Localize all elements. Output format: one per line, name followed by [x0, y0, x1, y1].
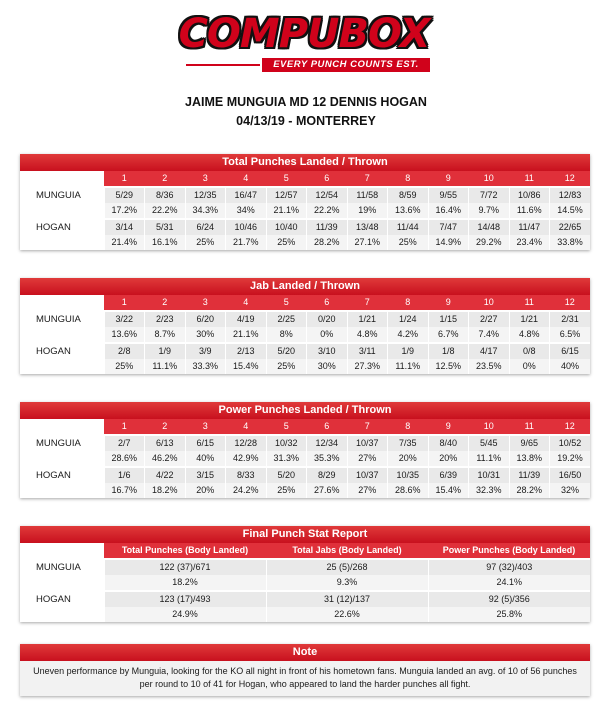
- fighter-name: HOGAN: [20, 467, 104, 483]
- pct-cell: 27.1%: [347, 235, 388, 250]
- section-title: Power Punches Landed / Thrown: [20, 402, 590, 419]
- fight-date-location: 04/13/19 - MONTERREY: [236, 114, 376, 128]
- landed-thrown-cell: 10/35: [388, 467, 429, 483]
- landed-thrown-cell: 22/65: [550, 219, 591, 235]
- section-title: Final Punch Stat Report: [20, 526, 590, 543]
- landed-thrown-cell: 13/48: [347, 219, 388, 235]
- pct-cell: 11.1%: [469, 451, 510, 467]
- pct-cell: 30%: [307, 359, 348, 374]
- round-header: 4: [226, 419, 267, 435]
- round-header: 1: [104, 171, 145, 187]
- round-header: 11: [509, 419, 550, 435]
- pct-cell: 31.3%: [266, 451, 307, 467]
- round-header: 11: [509, 295, 550, 311]
- landed-thrown-cell: 2/25: [266, 311, 307, 327]
- pct-cell: 28.6%: [104, 451, 145, 467]
- landed-thrown-cell: 12/83: [550, 187, 591, 203]
- pct-cell: 25%: [185, 235, 226, 250]
- round-header: 7: [347, 171, 388, 187]
- pct-cell: 0%: [509, 359, 550, 374]
- stat-cell: 31 (12)/137: [266, 591, 428, 607]
- landed-thrown-cell: 5/20: [266, 343, 307, 359]
- stat-cell: 122 (37)/671: [104, 559, 266, 575]
- round-header: 6: [307, 419, 348, 435]
- landed-thrown-cell: 3/9: [185, 343, 226, 359]
- landed-thrown-cell: 6/24: [185, 219, 226, 235]
- pct-cell: 18.2%: [104, 575, 266, 591]
- round-header: 10: [469, 419, 510, 435]
- pct-cell: 28.2%: [509, 483, 550, 498]
- pct-cell: 6.5%: [550, 327, 591, 343]
- final-stat-section: [20, 526, 590, 622]
- pct-cell: 13.6%: [104, 327, 145, 343]
- pct-cell: 28.2%: [307, 235, 348, 250]
- pct-cell: 22.2%: [307, 203, 348, 219]
- pct-cell: 46.2%: [145, 451, 186, 467]
- pct-cell: 30%: [185, 327, 226, 343]
- landed-thrown-cell: 10/52: [550, 435, 591, 451]
- landed-thrown-cell: 11/58: [347, 187, 388, 203]
- landed-thrown-cell: 3/11: [347, 343, 388, 359]
- pct-cell: 16.1%: [145, 235, 186, 250]
- pct-cell: 32.3%: [469, 483, 510, 498]
- pct-cell: 27.6%: [307, 483, 348, 498]
- fighter-name: MUNGUIA: [20, 187, 104, 203]
- pct-cell: 24.9%: [104, 607, 266, 622]
- pct-cell: 18.2%: [145, 483, 186, 498]
- round-header: 3: [185, 419, 226, 435]
- pct-cell: 4.8%: [509, 327, 550, 343]
- landed-thrown-cell: 5/20: [266, 467, 307, 483]
- landed-thrown-cell: 1/15: [428, 311, 469, 327]
- round-header: 9: [428, 295, 469, 311]
- pct-cell: 16.7%: [104, 483, 145, 498]
- landed-thrown-cell: 12/35: [185, 187, 226, 203]
- pct-cell: 22.6%: [266, 607, 428, 622]
- pct-cell: 25%: [266, 483, 307, 498]
- pct-cell: 17.2%: [104, 203, 145, 219]
- pct-cell: 27.3%: [347, 359, 388, 374]
- pct-cell: 20%: [185, 483, 226, 498]
- pct-cell: 19.2%: [550, 451, 591, 467]
- landed-thrown-cell: 10/86: [509, 187, 550, 203]
- pct-cell: 34%: [226, 203, 267, 219]
- pct-cell: 32%: [550, 483, 591, 498]
- pct-cell: 11.1%: [145, 359, 186, 374]
- pct-cell: 15.4%: [226, 359, 267, 374]
- pct-cell: 4.2%: [388, 327, 429, 343]
- landed-thrown-cell: 8/29: [307, 467, 348, 483]
- round-header: 11: [509, 171, 550, 187]
- landed-thrown-cell: 11/39: [509, 467, 550, 483]
- pct-cell: 15.4%: [428, 483, 469, 498]
- logo-wordmark: COMPUBOX: [178, 11, 430, 57]
- pct-cell: 9.7%: [469, 203, 510, 219]
- pct-cell: 0%: [307, 327, 348, 343]
- pct-cell: 25%: [266, 235, 307, 250]
- round-header: 3: [185, 171, 226, 187]
- landed-thrown-cell: 5/31: [145, 219, 186, 235]
- section-title: Total Punches Landed / Thrown: [20, 154, 590, 171]
- landed-thrown-cell: 1/9: [388, 343, 429, 359]
- pct-cell: 27%: [347, 483, 388, 498]
- round-header: 6: [307, 295, 348, 311]
- pct-cell: 24.2%: [226, 483, 267, 498]
- landed-thrown-cell: 4/19: [226, 311, 267, 327]
- pct-cell: 21.1%: [266, 203, 307, 219]
- pct-cell: 25%: [266, 359, 307, 374]
- pct-cell: 33.8%: [550, 235, 591, 250]
- pct-cell: 11.6%: [509, 203, 550, 219]
- round-header: 4: [226, 295, 267, 311]
- round-header: 12: [550, 171, 591, 187]
- landed-thrown-cell: 6/39: [428, 467, 469, 483]
- landed-thrown-cell: 9/55: [428, 187, 469, 203]
- final-col-header: Total Jabs (Body Landed): [266, 543, 428, 559]
- pct-cell: 20%: [428, 451, 469, 467]
- landed-thrown-cell: 1/9: [145, 343, 186, 359]
- round-header: 9: [428, 171, 469, 187]
- landed-thrown-cell: 4/22: [145, 467, 186, 483]
- stat-cell: 25 (5)/268: [266, 559, 428, 575]
- round-header: 3: [185, 295, 226, 311]
- landed-thrown-cell: 10/31: [469, 467, 510, 483]
- round-header: 8: [388, 419, 429, 435]
- stat-cell: 123 (17)/493: [104, 591, 266, 607]
- total-punches-section: [20, 154, 590, 250]
- pct-cell: 40%: [550, 359, 591, 374]
- round-header: 8: [388, 295, 429, 311]
- landed-thrown-cell: 10/37: [347, 435, 388, 451]
- landed-thrown-cell: 0/20: [307, 311, 348, 327]
- round-header: 10: [469, 295, 510, 311]
- pct-cell: 25%: [388, 235, 429, 250]
- landed-thrown-cell: 14/48: [469, 219, 510, 235]
- round-header: 7: [347, 419, 388, 435]
- pct-cell: 20%: [388, 451, 429, 467]
- landed-thrown-cell: 1/8: [428, 343, 469, 359]
- landed-thrown-cell: 6/15: [185, 435, 226, 451]
- fighter-name: MUNGUIA: [20, 311, 104, 327]
- fight-title: JAIME MUNGUIA MD 12 DENNIS HOGAN: [185, 95, 427, 109]
- note-text: Uneven performance by Munguia, looking for the KO all night in front of his hometown fans. Munguia landed an avg. of 10 of 56 punches per round to 10 of 41 for Hogan, who appeared to land the harder punches all fight.: [20, 661, 590, 696]
- round-header: 6: [307, 171, 348, 187]
- landed-thrown-cell: 8/59: [388, 187, 429, 203]
- landed-thrown-cell: 9/65: [509, 435, 550, 451]
- landed-thrown-cell: 8/36: [145, 187, 186, 203]
- landed-thrown-cell: 3/10: [307, 343, 348, 359]
- landed-thrown-cell: 8/33: [226, 467, 267, 483]
- landed-thrown-cell: 10/40: [266, 219, 307, 235]
- landed-thrown-cell: 12/54: [307, 187, 348, 203]
- landed-thrown-cell: 7/72: [469, 187, 510, 203]
- landed-thrown-cell: 16/50: [550, 467, 591, 483]
- pct-cell: 6.7%: [428, 327, 469, 343]
- pct-cell: 11.1%: [388, 359, 429, 374]
- landed-thrown-cell: 2/31: [550, 311, 591, 327]
- pct-cell: 42.9%: [226, 451, 267, 467]
- pct-cell: 19%: [347, 203, 388, 219]
- round-header: 2: [145, 419, 186, 435]
- landed-thrown-cell: 10/32: [266, 435, 307, 451]
- final-col-header: Total Punches (Body Landed): [104, 543, 266, 559]
- landed-thrown-cell: 1/21: [347, 311, 388, 327]
- pct-cell: 27%: [347, 451, 388, 467]
- pct-cell: 21.7%: [226, 235, 267, 250]
- pct-cell: 23.4%: [509, 235, 550, 250]
- landed-thrown-cell: 12/57: [266, 187, 307, 203]
- stat-cell: 92 (5)/356: [428, 591, 590, 607]
- pct-cell: 22.2%: [145, 203, 186, 219]
- logo-rule: [186, 64, 260, 66]
- round-header: 5: [266, 419, 307, 435]
- pct-cell: 16.4%: [428, 203, 469, 219]
- landed-thrown-cell: 3/14: [104, 219, 145, 235]
- landed-thrown-cell: 2/8: [104, 343, 145, 359]
- pct-cell: 25.8%: [428, 607, 590, 622]
- round-header: 1: [104, 419, 145, 435]
- landed-thrown-cell: 6/15: [550, 343, 591, 359]
- landed-thrown-cell: 5/45: [469, 435, 510, 451]
- landed-thrown-cell: 0/8: [509, 343, 550, 359]
- note-section: [20, 644, 590, 696]
- round-header: 1: [104, 295, 145, 311]
- jab-table: [20, 295, 590, 374]
- landed-thrown-cell: 6/13: [145, 435, 186, 451]
- landed-thrown-cell: 2/13: [226, 343, 267, 359]
- final-stat-table: [20, 543, 590, 622]
- round-header: 12: [550, 295, 591, 311]
- final-col-header: Power Punches (Body Landed): [428, 543, 590, 559]
- round-header: 7: [347, 295, 388, 311]
- pct-cell: 33.3%: [185, 359, 226, 374]
- round-header: 12: [550, 419, 591, 435]
- pct-cell: 21.4%: [104, 235, 145, 250]
- pct-cell: 21.1%: [226, 327, 267, 343]
- landed-thrown-cell: 11/39: [307, 219, 348, 235]
- jab-section: [20, 278, 590, 374]
- pct-cell: 34.3%: [185, 203, 226, 219]
- landed-thrown-cell: 1/21: [509, 311, 550, 327]
- total-punches-table: [20, 171, 590, 250]
- pct-cell: 14.5%: [550, 203, 591, 219]
- round-header: 10: [469, 171, 510, 187]
- pct-cell: 35.3%: [307, 451, 348, 467]
- power-punches-section: [20, 402, 590, 498]
- fighter-name: MUNGUIA: [20, 435, 104, 451]
- landed-thrown-cell: 1/24: [388, 311, 429, 327]
- pct-cell: 25%: [104, 359, 145, 374]
- round-header: 2: [145, 295, 186, 311]
- landed-thrown-cell: 11/47: [509, 219, 550, 235]
- round-header: 8: [388, 171, 429, 187]
- compubox-logo: [178, 11, 430, 84]
- landed-thrown-cell: 3/15: [185, 467, 226, 483]
- pct-cell: 7.4%: [469, 327, 510, 343]
- landed-thrown-cell: 16/47: [226, 187, 267, 203]
- pct-cell: 8%: [266, 327, 307, 343]
- landed-thrown-cell: 11/44: [388, 219, 429, 235]
- landed-thrown-cell: 5/29: [104, 187, 145, 203]
- landed-thrown-cell: 4/17: [469, 343, 510, 359]
- fighter-name: MUNGUIA: [20, 559, 104, 575]
- landed-thrown-cell: 2/7: [104, 435, 145, 451]
- landed-thrown-cell: 2/27: [469, 311, 510, 327]
- landed-thrown-cell: 6/20: [185, 311, 226, 327]
- fighter-name: HOGAN: [20, 343, 104, 359]
- round-header: 4: [226, 171, 267, 187]
- fighter-name: HOGAN: [20, 591, 104, 607]
- pct-cell: 12.5%: [428, 359, 469, 374]
- logo-tagline: EVERY PUNCH COUNTS EST. 1985: [262, 58, 430, 72]
- landed-thrown-cell: 12/28: [226, 435, 267, 451]
- section-title: Jab Landed / Thrown: [20, 278, 590, 295]
- round-header: 5: [266, 171, 307, 187]
- landed-thrown-cell: 2/23: [145, 311, 186, 327]
- landed-thrown-cell: 7/35: [388, 435, 429, 451]
- landed-thrown-cell: 10/46: [226, 219, 267, 235]
- landed-thrown-cell: 7/47: [428, 219, 469, 235]
- fighter-name: HOGAN: [20, 219, 104, 235]
- round-header: 2: [145, 171, 186, 187]
- pct-cell: 23.5%: [469, 359, 510, 374]
- landed-thrown-cell: 12/34: [307, 435, 348, 451]
- pct-cell: 9.3%: [266, 575, 428, 591]
- pct-cell: 28.6%: [388, 483, 429, 498]
- pct-cell: 4.8%: [347, 327, 388, 343]
- pct-cell: 8.7%: [145, 327, 186, 343]
- pct-cell: 13.8%: [509, 451, 550, 467]
- pct-cell: 13.6%: [388, 203, 429, 219]
- pct-cell: 40%: [185, 451, 226, 467]
- power-punches-table: [20, 419, 590, 498]
- note-title: Note: [20, 644, 590, 661]
- landed-thrown-cell: 3/22: [104, 311, 145, 327]
- stat-cell: 97 (32)/403: [428, 559, 590, 575]
- pct-cell: 14.9%: [428, 235, 469, 250]
- landed-thrown-cell: 10/37: [347, 467, 388, 483]
- pct-cell: 24.1%: [428, 575, 590, 591]
- pct-cell: 29.2%: [469, 235, 510, 250]
- landed-thrown-cell: 8/40: [428, 435, 469, 451]
- landed-thrown-cell: 1/6: [104, 467, 145, 483]
- round-header: 5: [266, 295, 307, 311]
- round-header: 9: [428, 419, 469, 435]
